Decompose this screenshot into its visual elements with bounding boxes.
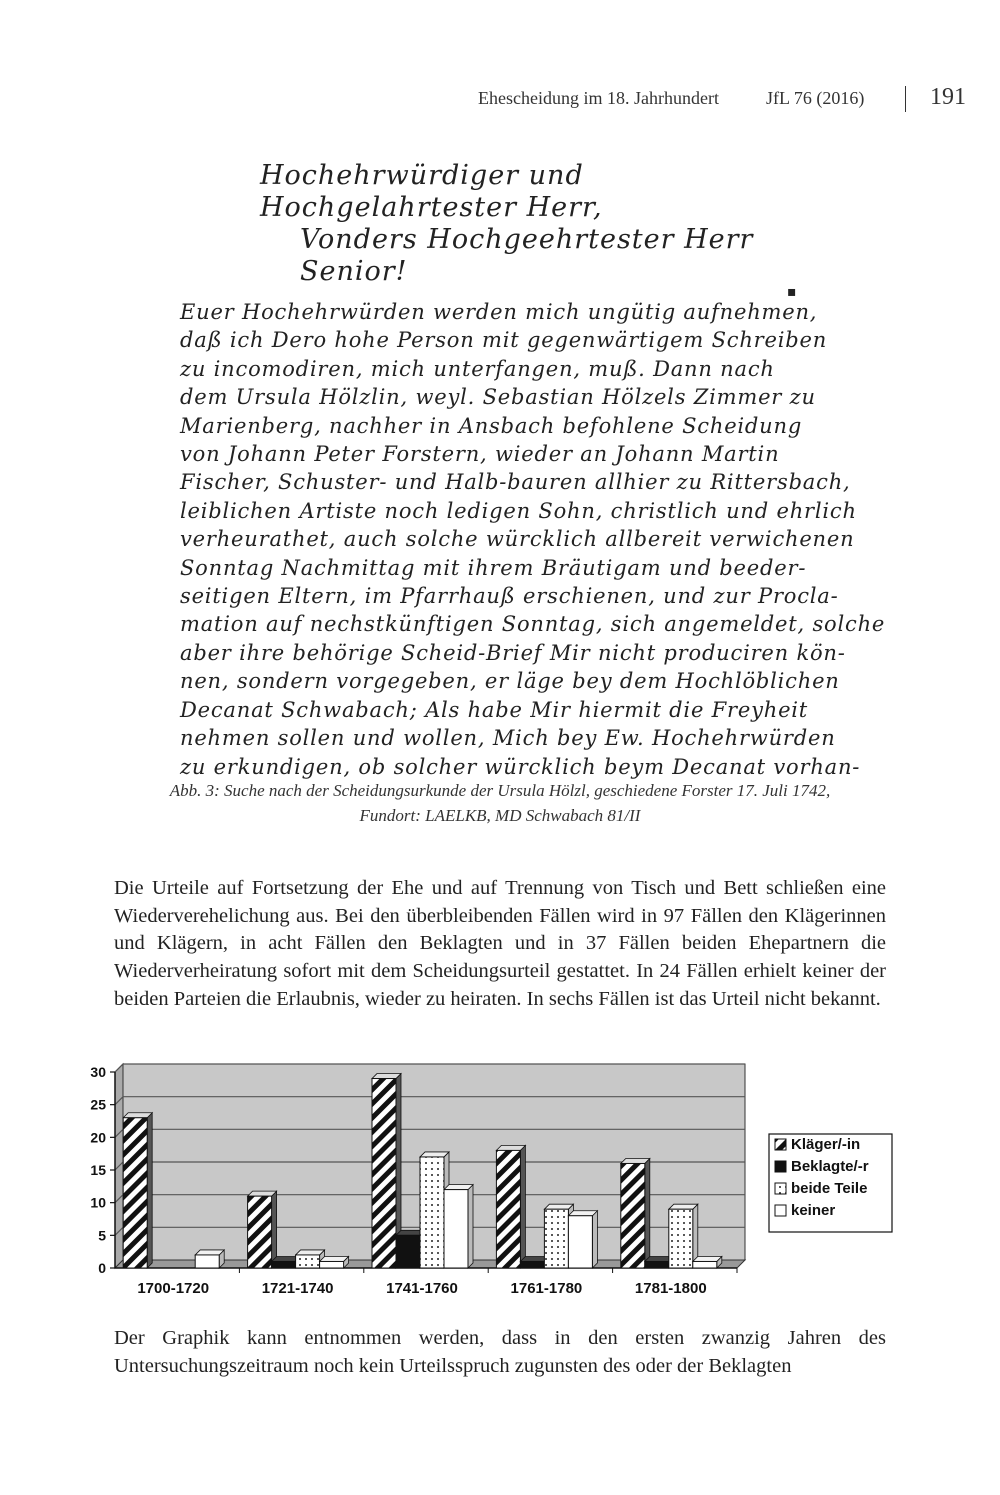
bar xyxy=(693,1261,717,1268)
manuscript-line: daß ich Dero hohe Person mit gegenwärtigem Schreiben xyxy=(180,328,828,353)
bar-chart xyxy=(75,1058,910,1308)
manuscript-line: von Johann Peter Forstern, wieder an Johann Martin xyxy=(180,442,780,467)
legend-label: keiner xyxy=(791,1202,836,1219)
x-tick-label: 1741-1760 xyxy=(386,1280,458,1297)
legend-swatch xyxy=(775,1205,786,1216)
bar xyxy=(544,1209,568,1268)
x-tick-label: 1721-1740 xyxy=(261,1280,334,1297)
manuscript-line: Marienberg, nachher in Ansbach befohlene Scheidung xyxy=(180,413,803,438)
manuscript-body xyxy=(180,298,886,781)
bar-top xyxy=(669,1204,698,1209)
manuscript-line: leiblichen Artiste noch ledigen Sohn, christlich und ehrlich xyxy=(180,498,857,523)
paragraph-text: Der Graphik kann entnommen werden, dass in den ersten zwanzig Jahren des Untersuchungszeitraum noch kein Urteilsspruch zugunsten des oder der Beklagten xyxy=(114,1327,886,1377)
running-head-title: Ehescheidung im 18. Jahrhundert xyxy=(478,88,719,108)
bar xyxy=(621,1163,645,1268)
legend-label: beide Teile xyxy=(791,1180,868,1197)
bar xyxy=(195,1255,219,1268)
bar-chart-svg xyxy=(75,1058,910,1303)
bar-top xyxy=(568,1211,597,1216)
manuscript-line: dem Ursula Hölzlin, weyl. Sebastian Hölzels Zimmer zu xyxy=(180,385,816,410)
manuscript-line: verheurathet, auch solche würcklich allbereit verwichenen xyxy=(180,527,855,552)
manuscript-line: Sonntag Nachmittag mit ihrem Bräutigam und beeder- xyxy=(180,555,807,580)
bar xyxy=(496,1150,520,1268)
manuscript-heading-line: Hochehrwürdiger und Hochgelahrtester Herr, xyxy=(260,160,603,223)
bar-top xyxy=(372,1074,401,1079)
y-tick-label: 30 xyxy=(90,1064,106,1080)
y-tick-label: 20 xyxy=(90,1129,106,1146)
bar-top xyxy=(444,1185,473,1190)
manuscript-line: mation auf nechstkünftigen Sonntag, sich angemeldet, solche xyxy=(180,612,886,637)
figure-caption xyxy=(60,778,940,828)
legend-label: Beklagte/-r xyxy=(791,1158,869,1175)
manuscript-line: Decanat Schwabach; Als habe Mir hiermit die Freyheit xyxy=(180,697,809,722)
bar-top xyxy=(496,1145,525,1150)
bar-top xyxy=(320,1256,349,1261)
bar-side xyxy=(272,1191,277,1268)
legend-swatch xyxy=(775,1183,786,1194)
manuscript-line: seitigen Eltern, im Pfarrhauß erschienen, und zur Procla- xyxy=(180,584,839,609)
page-number: 191 xyxy=(930,84,966,110)
bar xyxy=(123,1118,147,1268)
y-tick-label: 10 xyxy=(90,1194,106,1211)
bar xyxy=(520,1261,544,1268)
bar-side xyxy=(468,1185,473,1268)
bar-top xyxy=(123,1113,152,1118)
paragraph-text: Die Urteile auf Fortsetzung der Ehe und auf Trennung von Tisch und Bett schließen eine Wiederverehelichung aus. Bei den überbleibenden Fällen wird in 97 Fällen den Klägerinnen und Klägern, in acht Fällen den Beklagten und in 37 Fällen beiden Ehepartnern die Wiederverheiratung sofort mit dem Scheidungsurteil gestattet. In 24 Fällen erhielt keiner der beiden Parteien die Erlaubnis, wieder zu heiraten. In sechs Fällen ist das Urteil nicht bekannt. xyxy=(114,877,886,1010)
bar xyxy=(396,1235,420,1268)
manuscript-heading xyxy=(260,160,800,288)
bar xyxy=(420,1157,444,1268)
y-tick-label: 15 xyxy=(90,1162,106,1178)
running-head xyxy=(0,86,1000,116)
bar-top xyxy=(621,1158,650,1163)
legend-swatch xyxy=(775,1161,786,1172)
bar xyxy=(372,1079,396,1268)
body-paragraph xyxy=(114,875,886,1014)
manuscript-line: nen, sondern vorgegeben, er läge bey dem Hochlöblichen xyxy=(180,669,840,694)
x-tick-label: 1700-1720 xyxy=(137,1280,210,1297)
bar xyxy=(444,1190,468,1268)
y-tick-label: 25 xyxy=(90,1096,106,1113)
running-head-divider xyxy=(905,86,906,112)
manuscript-figure xyxy=(180,160,886,779)
bar-top xyxy=(296,1250,325,1255)
bar xyxy=(272,1261,296,1268)
running-head-journal: JfL 76 (2016) xyxy=(766,88,865,108)
bar xyxy=(568,1216,592,1268)
bar-side xyxy=(520,1145,525,1268)
legend-label: Kläger/-in xyxy=(791,1136,861,1153)
manuscript-heading-line: Vonders Hochgeehrtester Herr Senior! xyxy=(300,224,754,287)
y-tick-label: 0 xyxy=(98,1260,106,1276)
bar xyxy=(320,1261,344,1268)
bar-top xyxy=(544,1204,573,1209)
manuscript-line: Euer Hochehrwürden werden mich ungütig aufnehmen, xyxy=(180,300,818,324)
bar-top xyxy=(693,1256,722,1261)
figure-caption-line: Abb. 3: Suche nach der Scheidungsurkunde der Ursula Hölzl, geschiedene Forster 17. Juli 1742, xyxy=(169,781,831,800)
manuscript-mark: ▪ xyxy=(787,284,797,300)
manuscript-line: zu incomodiren, mich unterfangen, muß. Dann nach xyxy=(180,356,775,381)
bar-top xyxy=(248,1191,277,1196)
manuscript-line: zu erkundigen, ob solcher würcklich beym Decanat vorhan- xyxy=(180,754,861,779)
y-tick-label: 5 xyxy=(98,1227,106,1244)
bar xyxy=(645,1261,669,1268)
figure-caption-line: Fundort: LAELKB, MD Schwabach 81/II xyxy=(359,806,641,825)
manuscript-line: Fischer, Schuster- und Halb-bauren allhier zu Rittersbach, xyxy=(180,470,851,495)
bar-side xyxy=(592,1211,597,1268)
bar-side xyxy=(645,1158,650,1268)
x-tick-label: 1761-1780 xyxy=(510,1280,583,1297)
body-paragraph xyxy=(114,1325,886,1380)
manuscript-line: aber ihre behörige Scheid-Brief Mir nicht produciren kön- xyxy=(180,640,846,665)
bar xyxy=(296,1255,320,1268)
bar xyxy=(669,1209,693,1268)
legend-swatch xyxy=(775,1139,786,1150)
bar-side xyxy=(147,1113,152,1268)
manuscript-line: nehmen sollen und wollen, Mich bey Ew. Hochehrwürden xyxy=(180,726,836,751)
bar xyxy=(248,1196,272,1268)
bar-top xyxy=(420,1152,449,1157)
bar-top xyxy=(195,1250,224,1255)
x-tick-label: 1781-1800 xyxy=(634,1280,707,1297)
